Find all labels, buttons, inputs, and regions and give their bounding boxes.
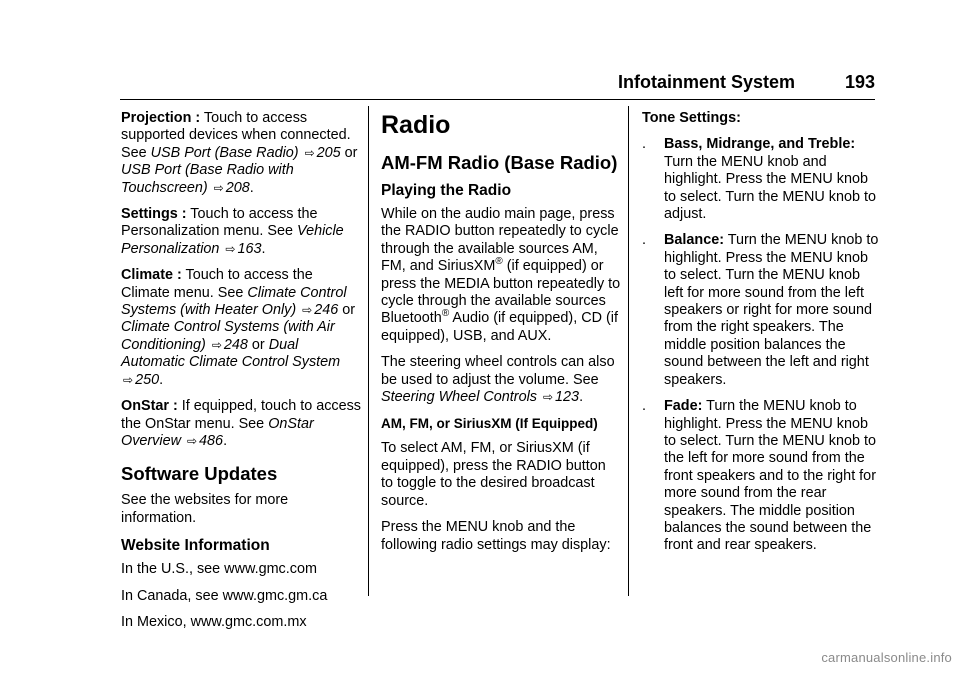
registered-mark: ®: [441, 308, 450, 320]
projection-paragraph: Projection : Touch to access supported devices when connected. See USB Port (Base Radio) ⇨ 205 or USB Port (Base Radio with Touchscreen) ⇨ 208.: [121, 110, 358, 196]
registered-mark: ®: [495, 256, 503, 268]
cross-reference-link[interactable]: USB Port (Base Radio): [150, 144, 299, 161]
cross-reference-link[interactable]: OnStar Overview: [121, 415, 314, 449]
playing-radio-paragraph: While on the audio main page, press the RADIO button repeatedly to cycle through the available sources AM, FM, and SiriusXM® (if equipped) or press the MEDIA button repeatedly to cycle through the available sources Bluetooth® Audio (if equipped), CD (if equipped), USB, and AUX.: [381, 206, 621, 344]
page-number: 193: [845, 72, 876, 92]
page-arrow-icon: ⇨: [211, 337, 222, 352]
page-arrow-icon: ⇨: [302, 303, 313, 318]
column-2: [381, 110, 621, 563]
column-1: [121, 110, 361, 640]
list-item: . Bass, Midrange, and Treble: Turn the MENU knob and highlight. Press the MENU knob to select. Turn the MENU knob to adjust.: [642, 136, 876, 223]
onstar-paragraph: OnStar : If equipped, touch to access the OnStar menu. See OnStar Overview ⇨ 486.: [121, 398, 361, 449]
canada-website-text: In Canada, see www.gmc.gm.ca: [121, 587, 328, 604]
radio-heading: Radio: [381, 111, 451, 139]
page-arrow-icon: ⇨: [542, 390, 554, 405]
amfm-radio-heading: AM-FM Radio (Base Radio): [381, 152, 618, 173]
page-arrow-icon: ⇨: [186, 433, 198, 448]
bullet-icon: .: [642, 232, 646, 249]
page-arrow-icon: ⇨: [213, 180, 224, 195]
tone-settings-list: [642, 136, 882, 554]
page-arrow-icon: ⇨: [225, 241, 236, 256]
column-divider: [628, 106, 629, 596]
cross-reference-link[interactable]: Steering Wheel Controls: [381, 389, 537, 406]
list-item: . Fade: Turn the MENU knob to highlight. Press the MENU knob to select. Turn the MENU knob to the left for more sound from the front speakers and to the right for more sound from the rear speakers. The middle position balances the sound between the front and rear speakers.: [642, 398, 876, 554]
header-rule: [120, 99, 875, 100]
page-arrow-icon: ⇨: [304, 145, 315, 160]
cross-reference-link[interactable]: Dual Automatic Climate Control System: [121, 336, 341, 371]
select-source-paragraph: To select AM, FM, or SiriusXM (if equipped), press the RADIO button to toggle to the desired broadcast source.: [381, 440, 606, 509]
website-information-heading: Website Information: [121, 537, 270, 555]
us-website-text: In the U.S., see www.gmc.com: [121, 561, 317, 578]
bullet-icon: .: [642, 398, 646, 415]
cross-reference-link[interactable]: Climate Control Systems (with Air Conditioning): [121, 319, 335, 353]
cross-reference-link[interactable]: USB Port (Base Radio with Touchscreen): [121, 162, 294, 196]
mexico-website-text: In Mexico, www.gmc.com.mx: [121, 613, 307, 630]
cross-reference-link[interactable]: Vehicle Personalization: [121, 223, 344, 257]
software-updates-heading: Software Updates: [121, 463, 278, 485]
amfm-siriusxm-heading: AM, FM, or SiriusXM (If Equipped): [381, 416, 598, 432]
playing-radio-heading: Playing the Radio: [381, 182, 512, 199]
climate-paragraph: Climate : Touch to access the Climate menu. See Climate Control Systems (with Heater Only) ⇨ 246 or Climate Control Systems (with Air Conditioning) ⇨ 248 or Dual Automatic Climate Control System ⇨ 250.: [121, 267, 356, 388]
page-arrow-icon: ⇨: [123, 372, 134, 387]
column-3: [642, 110, 882, 564]
page-header-title: Infotainment System: [618, 72, 796, 92]
watermark-footer: carmanualsonline.info: [821, 650, 952, 665]
cross-reference-link[interactable]: Climate Control Systems (with Heater Only): [121, 284, 347, 319]
steering-paragraph: The steering wheel controls can also be used to adjust the volume. See Steering Wheel Controls ⇨ 123.: [381, 354, 615, 406]
software-updates-text: See the websites for more information.: [121, 492, 289, 526]
bullet-icon: .: [642, 136, 646, 153]
list-item: . Balance: Turn the MENU knob to highlight. Press the MENU knob to select. Turn the MENU knob left for more sound from the left speakers or right for more sound from the right speakers. The middle position balances the sound between the left and right speakers.: [642, 232, 879, 388]
column-divider: [368, 106, 369, 596]
menu-knob-paragraph: Press the MENU knob and the following radio settings may display:: [381, 519, 611, 553]
settings-paragraph: Settings : Touch to access the Personalization menu. See Vehicle Personalization ⇨ 163.: [121, 206, 344, 257]
tone-settings-heading: Tone Settings:: [642, 110, 741, 126]
